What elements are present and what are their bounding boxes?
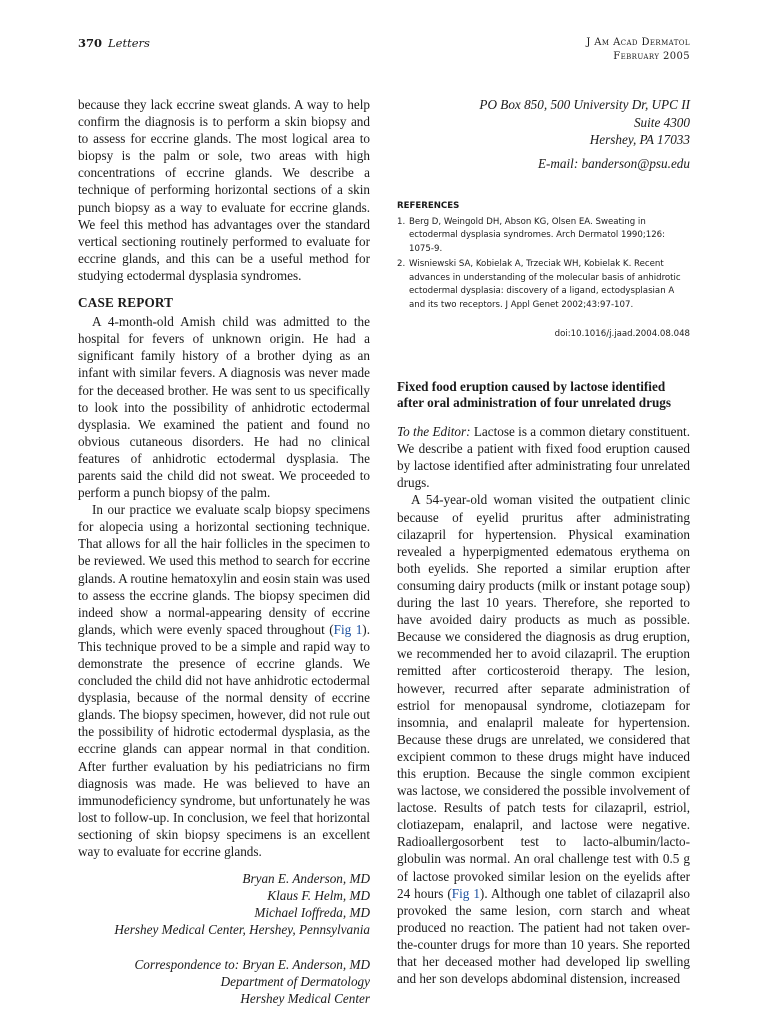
running-header-left — [78, 36, 150, 50]
reference-text: Wisniewski SA, Kobielak A, Trzeciak WH, Kobielak K. Recent advances in understanding of the molecular basis of anhidrotic ectodermal dysplasia: discovery of a ligand, ectodysplasian A and its two receptors. J Appl Genet 2002;43:97-107. — [409, 259, 681, 310]
figure-link[interactable]: Fig 1 — [333, 621, 363, 637]
case-text-b: ). Although one tablet of cilazapril also provoked the same lesion, corn starch and wheat produced no reaction. The patient had not taken over-the-counter drugs for more than 10 years. She reported that her deceased mother had developed lip swelling and her son develops abdominal distension, increased — [397, 885, 690, 987]
right-column — [397, 96, 690, 987]
correspondence-line: Department of Dermatology — [220, 973, 370, 989]
references-heading: REFERENCES — [397, 201, 460, 211]
doi-link[interactable]: doi:10.1016/j.jaad.2004.08.048 — [554, 329, 690, 339]
correspondence-line: Correspondence to: Bryan E. Anderson, MD — [134, 956, 370, 972]
email-address[interactable]: E-mail: banderson@psu.edu — [537, 155, 690, 171]
reference-item — [397, 216, 690, 257]
method-text-a: In our practice we evaluate scalp biopsy specimens for alopecia using a horizontal sectioning technique. That allows for all the hair follicles in the specimen to be reviewed. We used this method to search for eccrine glands. A routine hematoxylin and eosin stain was used to assess the eccrine glands. The biopsy specimen did indeed show a normal-appearing density of eccrine glands, which were evenly spaced throughout ( — [78, 502, 370, 637]
figure-link[interactable]: Fig 1 — [451, 885, 480, 901]
address-line: Hershey, PA 17033 — [589, 132, 690, 147]
case-text-a: A 54-year-old woman visited the outpatient clinic because of eyelid pruritus after administrating cilazapril for hypertension. Physical examination revealed a hyperpigmented edematous erythema on both eyelids. She reported a similar eruption after consuming dairy products (milk or instant potage soup) during the last 10 years. Therefore, she reported to have avoided dairy products as much as possible. Because we considered the diagnosis as drug eruption, we recommended her to avoid cilazapril. The eruption remitted after corticosteroid therapy. The lesion, however, recurred after separate administration of estriol for menopausal syndrome, clotiazepam for insomnia, and enalapril maleate for hypertension. Because these drugs are unrelated, we considered that excipient common to these drugs might have induced this eruption. Because the single common excipient was lactose, we considered the possible involvement of lactose. Results of patch tests for cilazapril, estriol, clotiazepam, enalapril, and lactose were negative. Radioallergosorbent test to lacto-albumin/lacto-globulin was normal. An oral challenge test with 0.5 g of lactose provoked similar lesion on the eyelids after 24 hours ( — [397, 492, 690, 901]
correspondence-line: Hershey Medical Center — [240, 990, 370, 1006]
case-paragraph: A 4-month-old Amish child was admitted to the hospital for fevers of unknown origin. He had a significant family history of a brother dying as an infant with similar fevers. A diagnosis was never made for the deceased brother. He was sent to us specifically to look into the possibility of anhidrotic ectodermal dysplasia. We examined the patient and found no obvious cutaneous disorders. He had no clinical features of anhidrotic ectodermal dysplasia. The parents said the child did not sweat. We proceeded to perform a punch biopsy of the palm. — [78, 314, 370, 501]
lead-in: To the Editor: — [397, 424, 471, 440]
references-section — [397, 200, 690, 312]
address-line: PO Box 850, 500 University Dr, UPC II — [479, 97, 690, 112]
editor-text: Lactose is a common dietary constituent. We describe a patient with fixed food eruption caused by lactose identified after administrating four unrelated drugs. — [397, 424, 690, 491]
author-signature — [78, 870, 370, 1007]
author-affiliation: Hershey Medical Center, Hershey, Pennsylvania — [114, 922, 370, 938]
editor-paragraph — [397, 423, 690, 491]
section-name: Letters — [108, 36, 150, 50]
author-line: Michael Ioffreda, MD — [254, 905, 370, 921]
page-number: 370 — [78, 36, 103, 50]
article-title: Fixed food eruption caused by lactose identified after oral administration of four unrelated drugs — [397, 379, 672, 411]
reference-number: 1. — [397, 216, 406, 227]
address-line: Suite 4300 — [633, 114, 690, 130]
running-header-right — [586, 36, 690, 64]
case-report-heading: CASE REPORT — [78, 295, 174, 311]
journal-name: J Am Acad Dermatol — [586, 37, 690, 48]
reference-number: 2. — [397, 259, 406, 269]
left-column — [78, 96, 370, 1007]
reference-text: Berg D, Weingold DH, Abson KG, Olsen EA. Sweating in ectodermal dysplasia syndromes. Arch Dermatol 1990;126: 1075-9. — [409, 216, 666, 254]
case-paragraph — [397, 491, 690, 987]
author-line: Klaus F. Helm, MD — [267, 888, 370, 904]
method-paragraph — [78, 501, 370, 860]
reference-item — [397, 258, 690, 312]
method-text-b: ). This technique proved to be a simple and rapid way to demonstrate the presence of eccrine glands. We concluded the child did not have anhidrotic ectodermal dysplasia, because of the normal density of eccrine glands. The biopsy specimen, however, did not rule out the possibility of hidrotic ectodermal dysplasia, as the eccrine glands can appear normal in that condition. After further evaluation by his pediatricians no firm diagnosis was made. He was believed to have an immunodeficiency syndrome, but unfortunately he was lost to follow-up. In conclusion, we feel that horizontal sectioning of skin biopsy specimens is an excellent way to evaluate for eccrine glands. — [78, 621, 370, 860]
article-body — [397, 423, 690, 987]
author-line: Bryan E. Anderson, MD — [242, 871, 370, 887]
issue-date: February 2005 — [613, 51, 690, 62]
intro-paragraph: because they lack eccrine sweat glands. A way to help confirm the diagnosis is to perform a skin biopsy and to assess for eccrine glands. The most logical area to biopsy is the palm or sole, two areas with high concentrations of eccrine glands. We describe a technique of performing horizontal sections of a skin punch biopsy as a way to evaluate for eccrine glands. We feel this method has advantages over the standard vertical sectioning routinely performed to evaluate for eccrine glands, and this can be a useful method for studying ectodermal dysplasia syndromes. — [78, 97, 370, 283]
correspondence-address — [397, 96, 690, 172]
